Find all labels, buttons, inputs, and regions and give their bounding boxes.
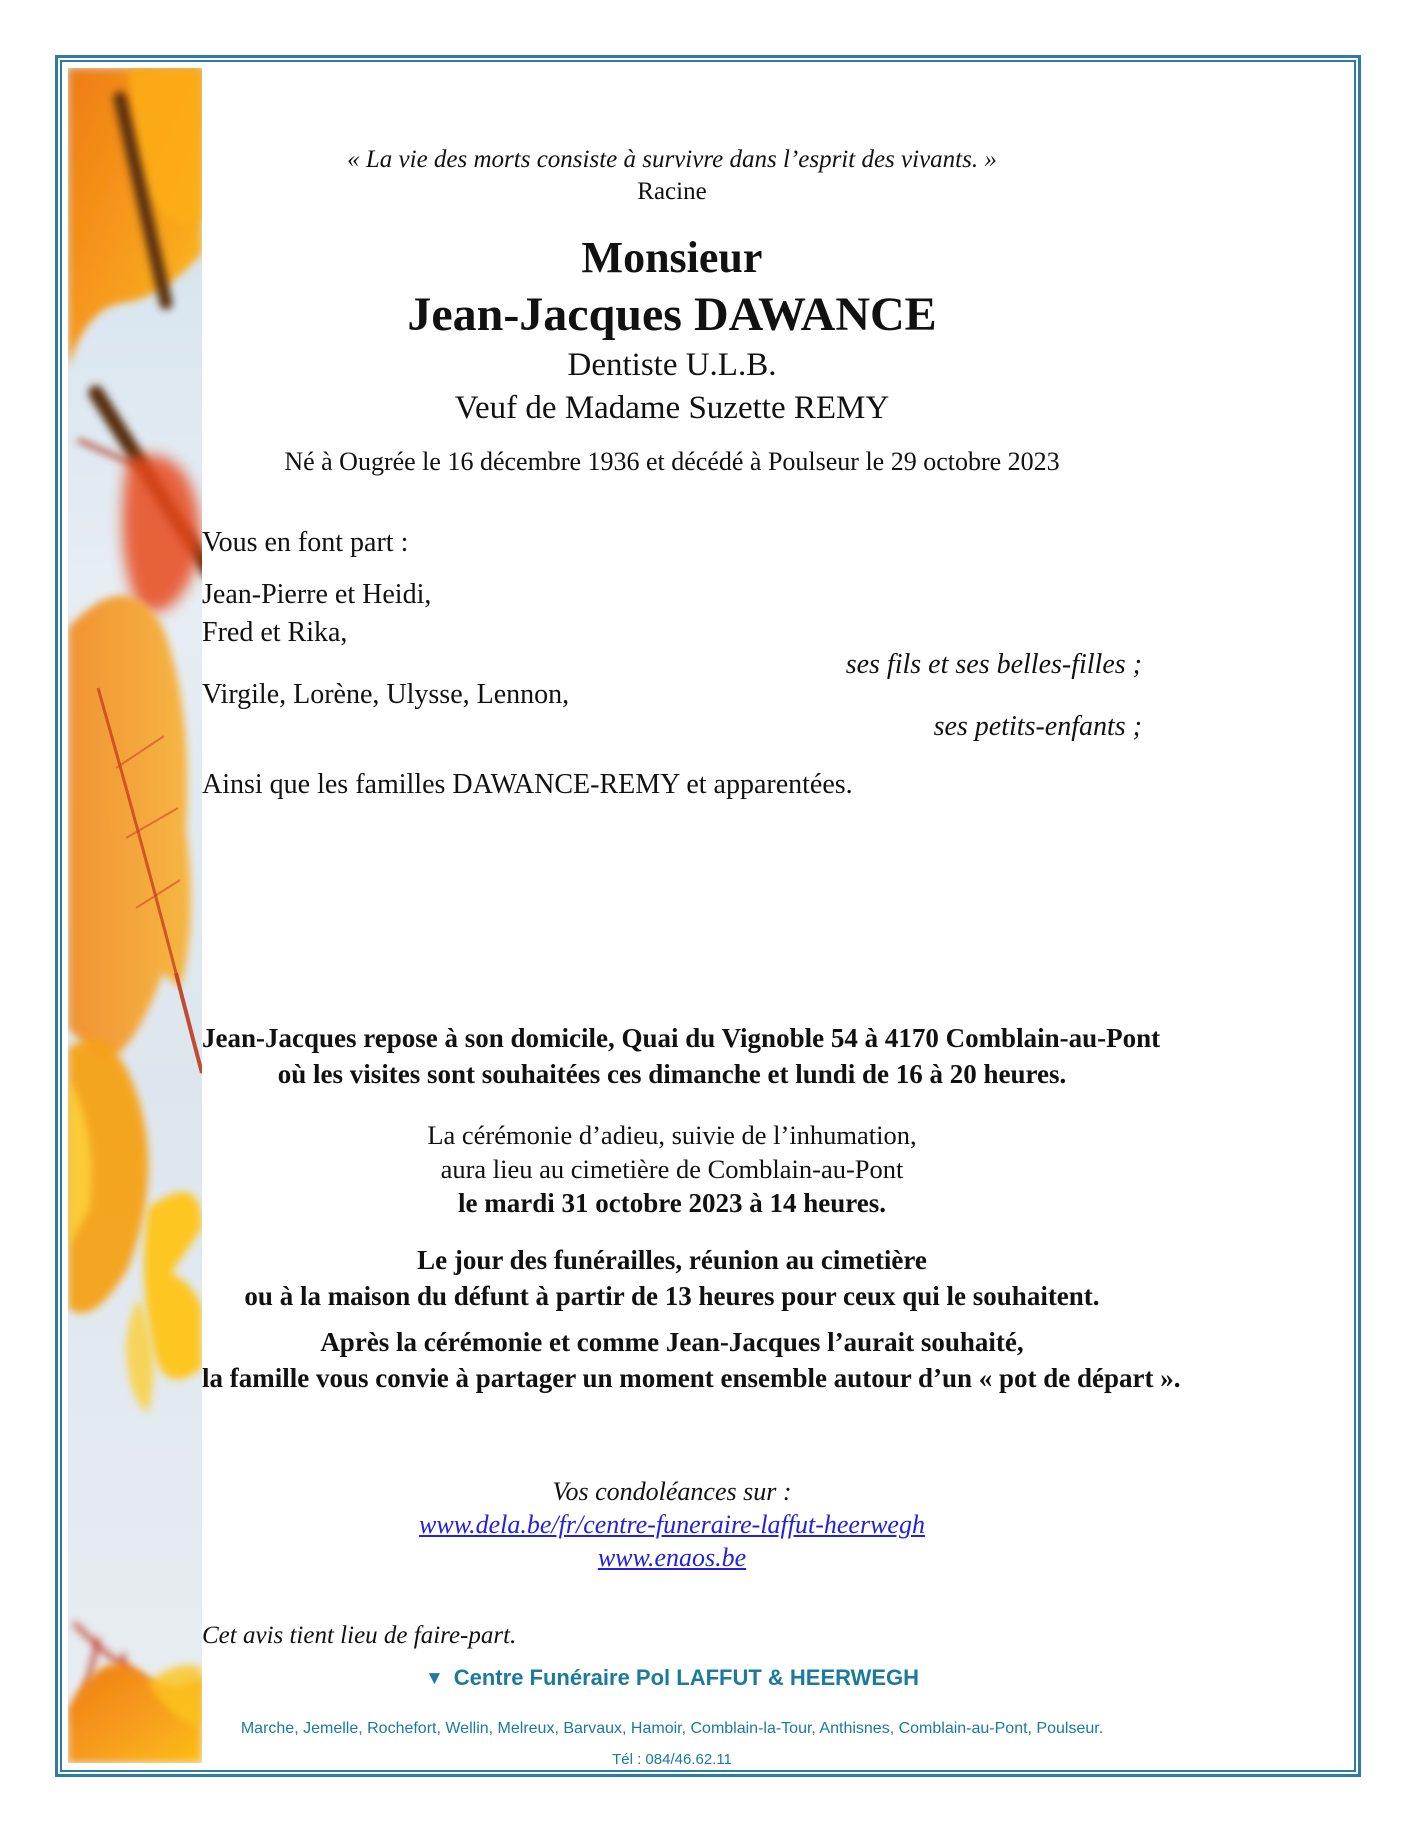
down-triangle-icon: ▼ [424,1668,444,1689]
reception-line-2: la famille vous convie à partager un moment ensemble autour d’un « pot de départ ». [202,1363,1181,1393]
condolences-link-enaos[interactable]: www.enaos.be [597,1543,747,1572]
gathering-line-1: Le jour des funérailles, réunion au cimetière [417,1245,927,1275]
families-line: Ainsi que les familles DAWANCE-REMY et apparentées. [202,769,853,800]
grandchildren-relation-label: ses petits-enfants ; [933,711,1142,742]
visitation-line-1: Jean-Jacques repose à son domicile, Quai du Vignoble 54 à 4170 Comblain-au-Pont [202,1023,1161,1053]
life-dates: Né à Ougrée le 16 décembre 1936 et décédé à Poulseur le 29 octobre 2023 [284,447,1060,476]
autumn-leaves-photo [68,68,202,1763]
reception-line-1: Après la cérémonie et comme Jean-Jacques l’aurait souhaité, [320,1327,1024,1357]
epigraph-quote: « La vie des morts consiste à survivre dans l’esprit des vivants. » [347,146,997,173]
autumn-leaves-illustration [68,68,202,1763]
sons-line-1: Jean-Pierre et Heidi, [202,579,432,610]
gathering-block [202,1242,1142,1314]
ceremony-line-2: aura lieu au cimetière de Comblain-au-Pont [440,1154,904,1184]
notice-line: Cet avis tient lieu de faire-part. [202,1622,517,1649]
epigraph-block [202,144,1142,208]
document-frame [55,55,1361,1777]
ceremony-block [202,1118,1142,1220]
funeral-home-name-line [202,1664,1142,1694]
deceased-name: Jean-Jacques DAWANCE [407,288,937,341]
visitation-block [202,1020,1161,1092]
announcement-intro: Vous en font part : [202,527,409,558]
deceased-header [202,230,1142,430]
sons-relation-label: ses fils et ses belles-filles ; [845,649,1142,680]
ceremony-line-1: La cérémonie d’adieu, suivie de l’inhumation, [427,1120,917,1150]
condolences-block [202,1475,1142,1574]
funeral-home-phone: Tél : 084/46.62.11 [612,1751,732,1768]
condolences-link-1-wrap [202,1508,1142,1541]
funeral-home-name: Centre Funéraire Pol LAFFUT & HEERWEGH [453,1665,920,1690]
condolences-link-dela[interactable]: www.dela.be/fr/centre-funeraire-laffut-heerwegh [419,1510,925,1539]
funeral-home-locations: Marche, Jemelle, Rochefort, Wellin, Melreux, Barvaux, Hamoir, Comblain-la-Tour, Anthisnes, Comblain-au-Pont, Poulseur. [240,1720,1104,1737]
epigraph-author: Racine [637,178,707,205]
visitation-line-2: où les visites sont souhaitées ces dimanche et lundi de 16 à 20 heures. [277,1059,1067,1089]
condolences-label: Vos condoléances sur : [552,1477,792,1506]
title-prefix: Monsieur [581,233,763,282]
gathering-line-2: ou à la maison du défunt à partir de 13 heures pour ceux qui le souhaitent. [244,1281,1100,1311]
profession-line: Dentiste U.L.B. [567,347,777,383]
grandchildren-line: Virgile, Lorène, Ulysse, Lennon, [202,679,570,710]
ceremony-date-line: le mardi 31 octobre 2023 à 14 heures. [458,1188,886,1218]
reception-block [202,1324,1181,1396]
widower-line: Veuf de Madame Suzette REMY [454,390,890,426]
sons-line-2: Fred et Rika, [202,617,348,648]
condolences-link-2-wrap [202,1541,1142,1574]
